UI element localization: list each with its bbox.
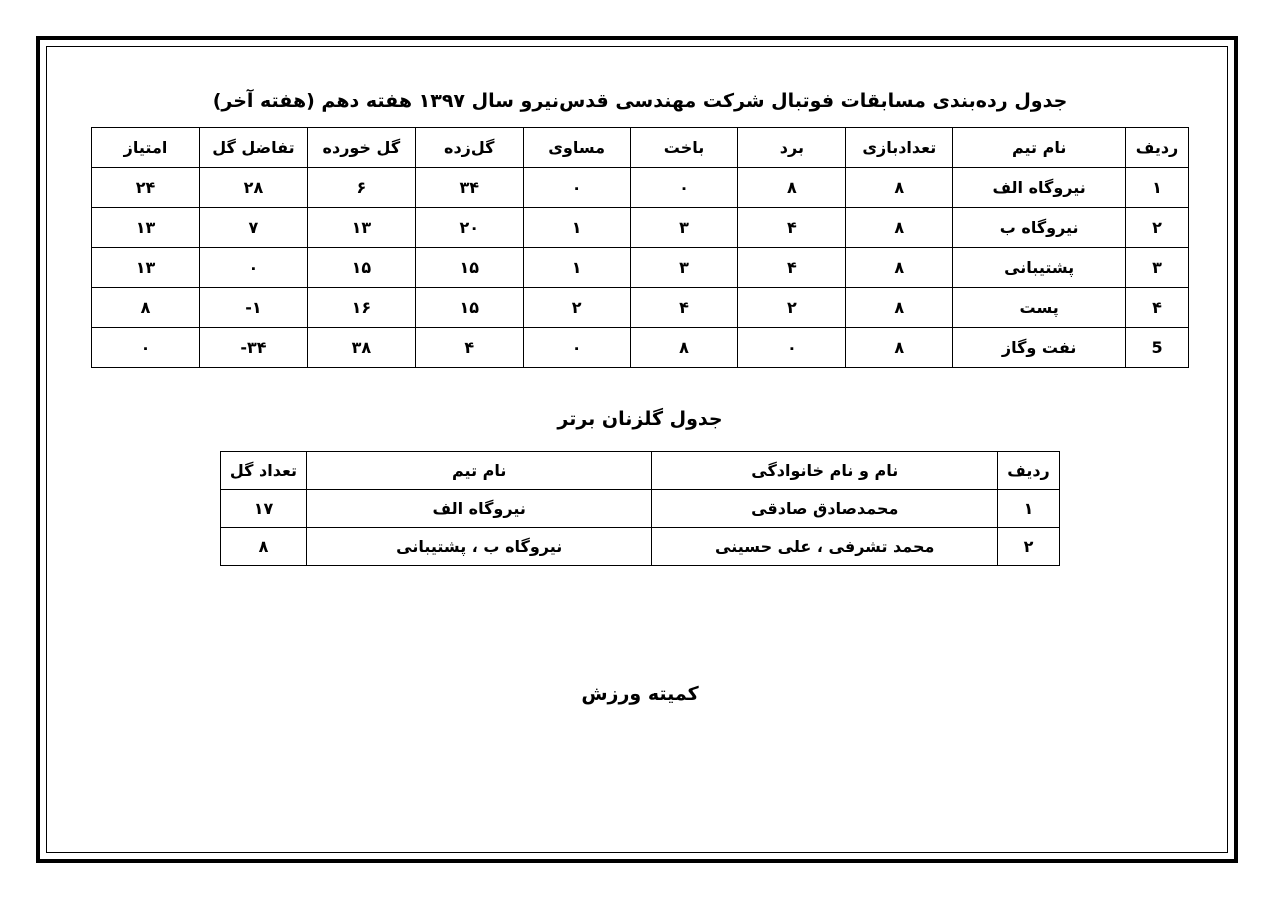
cell-losses: ۴ (630, 288, 738, 328)
cell-goals-against: ۱۳ (307, 208, 415, 248)
header-points: امتیاز (92, 128, 200, 168)
table-row (92, 168, 1189, 208)
header-played: تعدادبازی (846, 128, 953, 168)
cell-points: ۱۳ (92, 248, 200, 288)
cell-team: نیروگاه الف (953, 168, 1126, 208)
cell-rank: ۲ (1126, 208, 1189, 248)
cell-goals-against: ۶ (307, 168, 415, 208)
cell-played: ۸ (846, 168, 953, 208)
cell-wins: ۴ (738, 208, 846, 248)
standings-table (91, 127, 1189, 368)
cell-rank: ۳ (1126, 248, 1189, 288)
cell-rank: ۱ (1126, 168, 1189, 208)
cell-points: ۰ (92, 328, 200, 368)
cell-player-name: محمدصادق صادقی (652, 490, 998, 528)
table-row (92, 288, 1189, 328)
cell-points: ۸ (92, 288, 200, 328)
scorers-header-row (221, 452, 1060, 490)
cell-rank: ۴ (1126, 288, 1189, 328)
cell-wins: ۸ (738, 168, 846, 208)
cell-team: پست (953, 288, 1126, 328)
table-row (92, 328, 1189, 368)
cell-played: ۸ (846, 288, 953, 328)
cell-rank: ۱ (998, 490, 1060, 528)
cell-played: ۸ (846, 248, 953, 288)
scorers-title: جدول گلزنان برتر (557, 408, 723, 430)
header-team: نام تیم (953, 128, 1126, 168)
cell-losses: ۳ (630, 248, 738, 288)
cell-losses: ۳ (630, 208, 738, 248)
header-goals-against: گل خورده (307, 128, 415, 168)
cell-draws: ۰ (523, 328, 630, 368)
cell-goal-diff: ۰ (199, 248, 307, 288)
cell-played: ۸ (846, 328, 953, 368)
header-draws: مساوی (523, 128, 630, 168)
cell-team: نیروگاه الف (306, 490, 652, 528)
cell-draws: ۰ (523, 168, 630, 208)
table-row (221, 490, 1060, 528)
cell-goal-diff: ۱- (199, 288, 307, 328)
table-row (92, 248, 1189, 288)
cell-goals-for: ۱۵ (415, 248, 523, 288)
cell-goals-for: ۲۰ (415, 208, 523, 248)
cell-wins: ۰ (738, 328, 846, 368)
cell-team: نیروگاه ب ، پشتیبانی (306, 528, 652, 566)
cell-goals-for: ۴ (415, 328, 523, 368)
cell-goal-count: ۸ (221, 528, 307, 566)
cell-losses: ۸ (630, 328, 738, 368)
cell-goal-diff: ۳۴- (199, 328, 307, 368)
header-wins: برد (738, 128, 846, 168)
cell-goals-against: ۳۸ (307, 328, 415, 368)
cell-goals-against: ۱۶ (307, 288, 415, 328)
header-rank: ردیف (1126, 128, 1189, 168)
header-team: نام تیم (306, 452, 652, 490)
cell-goal-diff: ۷ (199, 208, 307, 248)
cell-losses: ۰ (630, 168, 738, 208)
header-rank: ردیف (998, 452, 1060, 490)
cell-goals-for: ۳۴ (415, 168, 523, 208)
standings-title: جدول رده‌بندی مسابقات فوتبال شرکت مهندسی قدس‌نیرو سال ۱۳۹۷ هفته دهم (هفته آخر) (212, 90, 1068, 112)
header-player-name: نام و نام خانوادگی (652, 452, 998, 490)
cell-team: نیروگاه ب (953, 208, 1126, 248)
cell-wins: ۲ (738, 288, 846, 328)
cell-points: ۲۴ (92, 168, 200, 208)
cell-goal-diff: ۲۸ (199, 168, 307, 208)
table-row (92, 208, 1189, 248)
cell-draws: ۲ (523, 288, 630, 328)
header-goal-count: تعداد گل (221, 452, 307, 490)
cell-rank: ۲ (998, 528, 1060, 566)
cell-goals-against: ۱۵ (307, 248, 415, 288)
header-losses: باخت (630, 128, 738, 168)
cell-goals-for: ۱۵ (415, 288, 523, 328)
header-goal-diff: تفاضل گل (199, 128, 307, 168)
signature: کمیته ورزش (581, 683, 699, 705)
cell-played: ۸ (846, 208, 953, 248)
cell-team: پشتیبانی (953, 248, 1126, 288)
cell-rank: 5 (1126, 328, 1189, 368)
cell-wins: ۴ (738, 248, 846, 288)
cell-team: نفت وگاز (953, 328, 1126, 368)
cell-player-name: محمد تشرفی ، علی حسینی (652, 528, 998, 566)
cell-points: ۱۳ (92, 208, 200, 248)
scorers-table (220, 451, 1060, 566)
header-goals-for: گل‌زده (415, 128, 523, 168)
cell-goal-count: ۱۷ (221, 490, 307, 528)
table-row (221, 528, 1060, 566)
cell-draws: ۱ (523, 248, 630, 288)
cell-draws: ۱ (523, 208, 630, 248)
standings-header-row (92, 128, 1189, 168)
